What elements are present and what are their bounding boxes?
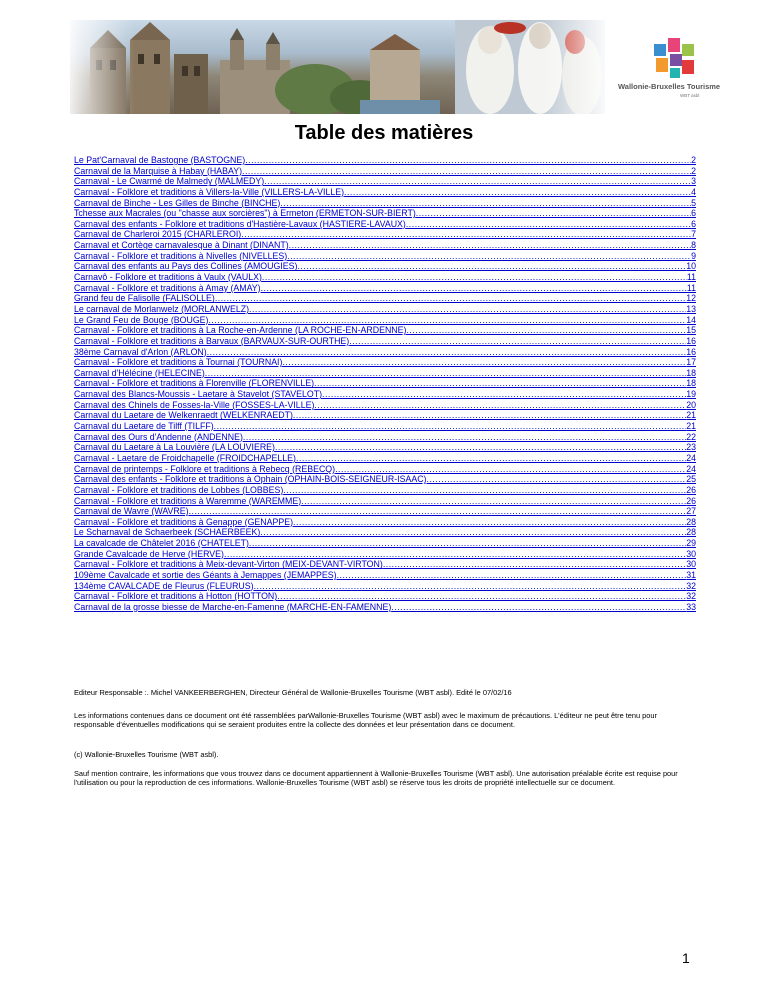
toc-entry-leader [214,421,687,432]
toc-entry-leader [301,496,686,507]
toc-entry[interactable] [74,198,696,209]
toc-entry-leader [275,442,686,453]
toc-entry-title[interactable]: Carnaval - Folklore et traditions à Barvaux (BARVAUX-SUR-OURTHE) [74,335,350,346]
toc-entry-page[interactable]: 26 [686,484,696,495]
toc-entry-page[interactable]: 7 [691,229,696,240]
toc-entry-title[interactable]: Grande Cavalcade de Herve (HERVE) [74,548,224,559]
toc-entry-page[interactable]: 24 [686,463,696,474]
toc-entry-leader [208,315,686,326]
toc-entry-title[interactable]: 109ème Cavalcade et sortie des Géants à Jemappes (JEMAPPES) [74,569,337,580]
toc-entry-leader [297,261,686,272]
toc-entry-title[interactable]: Carnaval - Folklore et traditions à Waremme (WAREMME) [74,495,302,506]
toc-entry[interactable] [74,496,696,507]
toc-entry-page[interactable]: 27 [686,506,696,517]
toc-entry-title[interactable]: Carnaval des Blancs-Moussis - Laetare à Stavelot (STAVELOT) [74,389,323,400]
toc-entry-title[interactable]: Carnaval des enfants au Pays des Collines (AMOUGIES) [74,261,298,272]
toc-entry-page[interactable]: 28 [686,527,696,538]
toc-entry-page[interactable]: 33 [686,601,696,612]
toc-entry-page[interactable]: 23 [686,442,696,453]
toc-entry-leader [296,453,686,464]
toc-entry-leader [289,240,691,251]
toc-entry-page[interactable]: 21 [686,410,696,421]
toc-entry[interactable] [74,240,696,251]
toc-entry-title[interactable]: Carnaval - Folklore et traditions à Hotton (HOTTON) [74,591,278,602]
table-of-contents [74,155,696,613]
toc-entry-leader [344,187,691,198]
toc-entry-leader [215,293,686,304]
toc-entry-page[interactable]: 30 [686,559,696,570]
toc-entry-page[interactable]: 10 [686,261,696,272]
toc-entry-leader [280,198,691,209]
toc-entry-page[interactable]: 18 [686,367,696,378]
toc-entry[interactable] [74,602,696,613]
footer-disclaimer: Les informations contenues dans ce document ont été rassemblées parWallonie-Bruxelles Tourisme (WBT asbl) avec le maximum de précautions. L'éditeur ne peut être tenu pour responsable d'éventuelles modifications qui se seraient produites entre la collecte des données et leur présentation dans ce document. [74,711,657,730]
toc-entry[interactable] [74,261,696,272]
toc-entry[interactable] [74,464,696,475]
header-banner [70,20,721,114]
banner-photo-illustration [70,20,605,114]
toc-entry-page[interactable]: 9 [691,250,696,261]
toc-entry-title[interactable]: Carnaval du Laetare de Welkenraedt (WELKENRAEDT) [74,410,293,421]
toc-entry-leader [283,485,686,496]
page-number: 1 [682,950,690,966]
toc-entry-page[interactable]: 19 [686,389,696,400]
toc-entry[interactable] [74,400,696,411]
toc-entry-leader [391,602,686,613]
toc-entry-leader [189,506,687,517]
page-title: Table des matières [294,122,474,144]
toc-entry[interactable] [74,506,696,517]
toc-entry-leader [243,432,686,443]
footer-editor: Editeur Responsable :. Michel VANKEERBERGHEN, Directeur Général de Wallonie-Bruxelles Tourisme (WBT asbl). Edité le 07/02/16 [74,688,512,697]
toc-entry-page[interactable]: 20 [686,399,696,410]
toc-entry-page[interactable]: 32 [686,580,696,591]
toc-entry[interactable] [74,453,696,464]
toc-entry-page[interactable]: 4 [691,186,696,197]
toc-entry[interactable] [74,378,696,389]
toc-entry-page[interactable]: 24 [686,452,696,463]
toc-entry[interactable] [74,229,696,240]
toc-entry[interactable] [74,432,696,443]
wbt-logo-subtitle: WBT asbl [680,93,700,98]
toc-entry[interactable] [74,336,696,347]
toc-entry-page[interactable]: 21 [686,421,696,432]
toc-entry-leader [335,464,686,475]
toc-entry-page[interactable]: 2 [691,155,696,165]
toc-entry-leader [241,229,691,240]
toc-entry[interactable] [74,421,696,432]
toc-entry[interactable] [74,272,696,283]
toc-entry-page[interactable]: 26 [686,495,696,506]
toc-entry-leader [254,581,687,592]
toc-entry-title[interactable]: Carnaval du Laetare à La Louvière (LA LOUVIERE) [74,442,275,453]
toc-entry-title[interactable]: Carnaval de la grosse biesse de Marche-en-Famenne (MARCHE-EN-FAMENNE) [74,601,392,612]
toc-entry-title[interactable]: Carnaval des Chinels de Fosses-la-Ville (FOSSES-LA-VILLE) [74,399,315,410]
toc-entry-leader [416,208,691,219]
toc-entry[interactable] [74,591,696,602]
toc-entry-page[interactable]: 18 [686,378,696,389]
toc-entry-page[interactable]: 6 [691,208,696,219]
toc-entry[interactable] [74,315,696,326]
toc-entry-title[interactable]: Carnaval de Wavre (WAVRE) [74,506,189,517]
toc-entry-leader [205,368,686,379]
wbt-logo [618,38,721,114]
toc-entry-title[interactable]: Carnaval des enfants - Folklore et traditions d'Hastière-Lavaux (HASTIERE-LAVAUX) [74,218,406,229]
toc-entry-leader [242,166,691,177]
toc-entry-title[interactable]: Carnaval de printemps - Folklore et traditions à Rebecq (REBECQ) [74,463,336,474]
toc-entry-page[interactable]: 12 [686,293,696,304]
toc-entry[interactable] [74,187,696,198]
toc-entry-title[interactable]: 38ème Carnaval d'Arlon (ARLON) [74,346,207,357]
toc-entry-title[interactable]: Carnaval - Folklore et traditions de Lobbes (LOBBES) [74,484,284,495]
toc-entry[interactable] [74,155,696,166]
toc-entry[interactable] [74,347,696,358]
toc-entry-page[interactable]: 13 [686,303,696,314]
toc-entry-leader [264,176,691,187]
toc-entry-page[interactable]: 29 [686,538,696,549]
toc-entry-page[interactable]: 25 [686,474,696,485]
toc-entry[interactable] [74,538,696,549]
toc-entry-page[interactable]: 11 [686,282,696,293]
toc-entry-leader [349,336,686,347]
toc-entry-leader [277,591,686,602]
toc-entry[interactable] [74,176,696,187]
toc-entry[interactable] [74,474,696,485]
toc-entry[interactable] [74,570,696,581]
toc-entry-title[interactable]: Carnaval - Folklore et traditions à Florenville (FLORENVILLE) [74,378,315,389]
toc-entry-title[interactable]: Carnaval - Folklore et traditions à La Roche-en-Ardenne (LA ROCHE-EN-ARDENNE) [74,325,407,336]
toc-entry-page[interactable]: 3 [691,176,696,187]
toc-entry-page[interactable]: 14 [686,314,696,325]
toc-entry-leader [337,570,687,581]
toc-entry-title[interactable]: Carnaval de Binche - Les Gilles de Binche (BINCHE) [74,197,281,208]
wbt-logo-mark-icon [652,38,696,78]
toc-entry-title[interactable]: Carnaval du Laetare de Tilff (TILFF) [74,421,214,432]
toc-entry-leader [293,410,686,421]
toc-entry-page[interactable]: 16 [686,335,696,346]
toc-entry[interactable] [74,485,696,496]
toc-entry[interactable] [74,293,696,304]
toc-entry-title[interactable]: Carnaval des Ours d'Andenne (ANDENNE) [74,431,243,442]
toc-entry-leader [293,517,686,528]
toc-entry[interactable] [74,283,696,294]
toc-entry[interactable] [74,368,696,379]
banner-photo-collage [70,20,605,114]
toc-entry-leader [406,325,686,336]
toc-entry[interactable] [74,517,696,528]
toc-entry-title[interactable]: Le Grand Feu de Bouge (BOUGE) [74,314,209,325]
toc-entry[interactable] [74,208,696,219]
toc-entry-title[interactable]: Carnaval d'Hélécine (HELECINE) [74,367,205,378]
toc-entry-title[interactable]: Carnaval de Charleroi 2015 (CHARLEROI) [74,229,242,240]
toc-entry-leader [261,283,687,294]
toc-entry-leader [207,347,686,358]
toc-entry[interactable] [74,325,696,336]
toc-entry-leader [224,549,686,560]
toc-entry[interactable] [74,559,696,570]
toc-entry[interactable] [74,304,696,315]
toc-entry-title[interactable]: Carnaval - Folklore et traditions à Amay (AMAY) [74,282,261,293]
toc-entry-title[interactable]: Carnaval - Laetare de Froidchapelle (FROIDCHAPELLE) [74,452,296,463]
toc-entry-page[interactable]: 28 [686,516,696,527]
footer-rights: Sauf mention contraire, les informations que vous trouvez dans ce document appartiennent à Wallonie-Bruxelles Tourisme (WBT asbl). Une autorisation préalable écrite est requise pour l'utilisation ou pour la reproduction de ces informations. Wallonie-Bruxelles Tourisme (WBT asbl) se réserve tous les droits de propriété intellectuelle sur ce document. [74,769,678,788]
toc-entry-leader [262,272,687,283]
toc-entry-page[interactable]: 2 [691,165,696,176]
toc-entry-title[interactable]: Tchesse aux Macrales (ou "chasse aux sorcières") à Ermeton (ERMETON-SUR-BIERT) [74,208,416,219]
toc-entry[interactable] [74,527,696,538]
toc-entry-title[interactable]: Carnaval de la Marquise à Habay (HABAY) [74,165,243,176]
wbt-logo-name: Wallonie-Bruxelles Tourisme [618,82,721,91]
toc-entry[interactable] [74,389,696,400]
toc-entry-title[interactable]: Le Pat'Carnaval de Bastogne (BASTOGNE) [74,155,246,165]
toc-entry-page[interactable]: 17 [686,357,696,368]
toc-entry-leader [282,357,686,368]
toc-entry-title[interactable]: Grand feu de Falisolle (FALISOLLE) [74,293,215,304]
toc-entry-leader [427,474,687,485]
toc-entry[interactable] [74,166,696,177]
toc-entry-leader [287,251,691,262]
toc-entry[interactable] [74,357,696,368]
toc-entry-page[interactable]: 15 [686,325,696,336]
footer-copyright: (c) Wallonie-Bruxelles Tourisme (WBT asbl). [74,750,219,759]
toc-entry-page[interactable]: 32 [686,591,696,602]
toc-entry-page[interactable]: 8 [691,240,696,251]
toc-entry-title[interactable]: Carnaval des enfants - Folklore et traditions à Ophain (OPHAIN-BOIS-SEIGNEUR-ISAAC) [74,474,427,485]
toc-entry-title[interactable]: Carnaval - Le Cwarmé de Malmedy (MALMEDY) [74,176,265,187]
toc-entry-title[interactable]: Carnaval - Folklore et traditions à Genappe (GENAPPE) [74,516,294,527]
toc-entry-title[interactable]: Le carnaval de Morlanwelz (MORLANWELZ) [74,303,250,314]
toc-entry[interactable] [74,581,696,592]
toc-entry-title[interactable]: La cavalcade de Châtelet 2016 (CHATELET) [74,538,249,549]
toc-entry-page[interactable]: 5 [691,197,696,208]
toc-entry-leader [383,559,686,570]
toc-entry-page[interactable]: 11 [686,272,696,283]
toc-entry-title[interactable]: Le Scharnaval de Schaerbeek (SCHAERBEEK) [74,527,261,538]
toc-entry-leader [314,378,686,389]
toc-entry-leader [406,219,691,230]
toc-entry-page[interactable]: 22 [686,431,696,442]
toc-entry[interactable] [74,410,696,421]
toc-entry-title[interactable]: Carnaval - Folklore et traditions à Nivelles (NIVELLES) [74,250,288,261]
toc-entry-leader [314,400,686,411]
toc-entry-title[interactable]: Carnaval et Cortège carnavalesque à Dinant (DINANT) [74,240,289,251]
toc-entry-leader [249,304,686,315]
toc-entry-leader [249,538,686,549]
toc-entry-leader [260,527,686,538]
toc-entry-title[interactable]: Carnaval - Folklore et traditions à Villers-la-Ville (VILLERS-LA-VILLE) [74,186,345,197]
toc-entry-title[interactable]: Carnavô - Folklore et traditions à Vaulx (VAULX) [74,272,262,283]
toc-entry[interactable] [74,219,696,230]
toc-entry-page[interactable]: 6 [691,218,696,229]
toc-entry[interactable] [74,442,696,453]
toc-entry-page[interactable]: 16 [686,346,696,357]
toc-entry-page[interactable]: 31 [686,569,696,580]
toc-entry-leader [322,389,686,400]
toc-entry-title[interactable]: 134ème CAVALCADE de Fleurus (FLEURUS) [74,580,254,591]
toc-entry[interactable] [74,549,696,560]
toc-entry[interactable] [74,251,696,262]
toc-entry-title[interactable]: Carnaval - Folklore et traditions à Meix-devant-Virton (MEIX-DEVANT-VIRTON) [74,559,383,570]
toc-entry-title[interactable]: Carnaval - Folklore et traditions à Tournai (TOURNAI) [74,357,283,368]
toc-entry-leader [245,155,691,166]
toc-entry-page[interactable]: 30 [686,548,696,559]
